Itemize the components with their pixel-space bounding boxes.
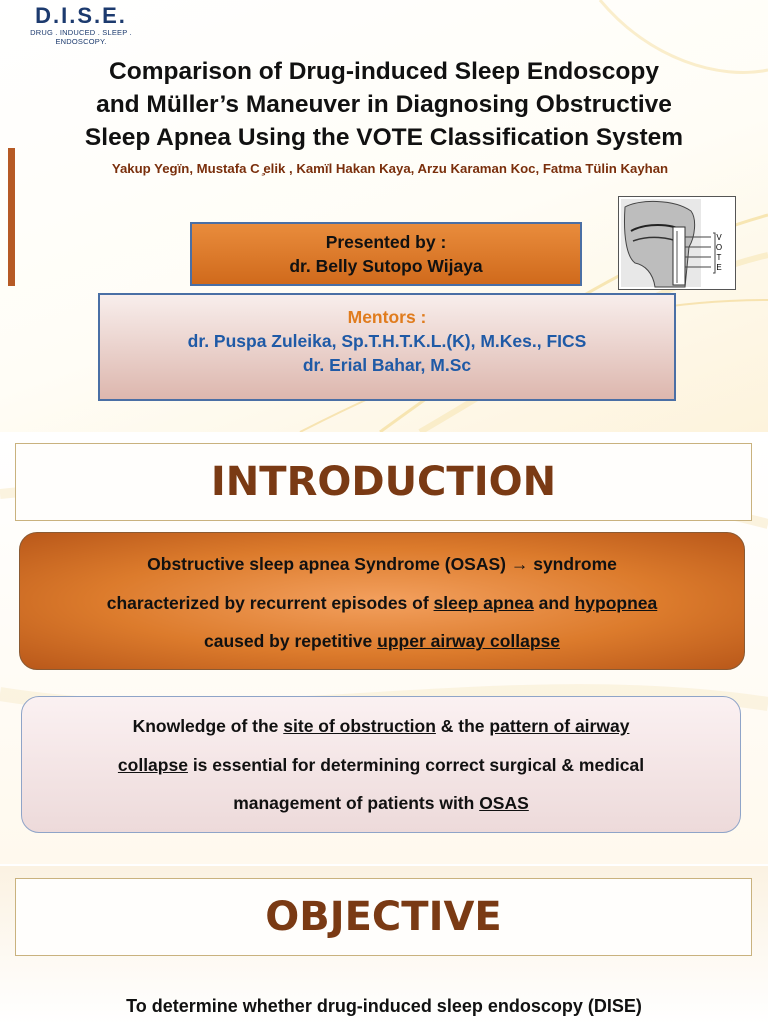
presented-label: Presented by : [325, 232, 447, 252]
mentors-box [98, 293, 676, 401]
title-line-3: Sleep Apnea Using the VOTE Classification System [84, 124, 684, 151]
knowledge-text: is essential for determining correct surgical & medical [187, 754, 645, 775]
term-osas: OSAS [479, 793, 529, 813]
mentors-label: Mentors : [347, 307, 427, 327]
definition-text: caused by repetitive [204, 631, 378, 651]
vote-letter-e: E [716, 263, 722, 272]
introduction-heading: INTRODUCTION [15, 443, 752, 521]
term-collapse: collapse [117, 754, 188, 775]
obstruction-knowledge-box [21, 696, 741, 833]
term-hypopnea: hypopnea [574, 592, 658, 613]
objective-heading: OBJECTIVE [15, 878, 752, 956]
paper-title [20, 55, 748, 154]
logo-sub-text: DRUG . INDUCED . SLEEP . ENDOSCOPY. [30, 28, 132, 46]
term-sleep-apnea: sleep apnea [433, 592, 534, 613]
vote-letter-t: T [716, 253, 722, 262]
definition-text: syndrome [528, 554, 617, 574]
definition-text: characterized by recurrent episodes of [106, 592, 434, 613]
title-line-1: Comparison of Drug-induced Sleep Endoscopy [109, 58, 659, 85]
logo-main-text: D.I.S.E. [35, 3, 127, 28]
author-list: Yakup Yegïn, Mustafa C ̧elik , Kamïl Hakan Kaya, Arzu Karaman Koc, Fatma Tülin Kayhan [111, 161, 669, 176]
definition-text: and [533, 592, 575, 613]
definition-text: Obstructive sleep apnea Syndrome (OSAS) [147, 554, 511, 574]
presenter-box [190, 222, 582, 286]
objective-slide [0, 866, 768, 1024]
mentor-name-1: dr. Puspa Zuleika, Sp.T.H.T.K.L.(K), M.Kes., FICS [187, 331, 587, 351]
vote-letter-o: O [715, 243, 723, 252]
knowledge-text: & the [435, 716, 490, 736]
term-upper-airway-collapse: upper airway collapse [377, 631, 560, 651]
arrow-right-icon: → [510, 554, 529, 574]
dise-logo [6, 3, 156, 46]
osas-definition-box [19, 532, 745, 670]
knowledge-text: Knowledge of the [132, 716, 284, 736]
title-slide [0, 0, 768, 432]
accent-bar [8, 148, 15, 286]
airway-anatomy-illustration [619, 197, 735, 289]
mentor-name-2: dr. Erial Bahar, M.Sc [302, 355, 472, 375]
introduction-slide [0, 434, 768, 864]
knowledge-text: management of patients with [233, 793, 480, 813]
objective-text: To determine whether drug-induced sleep endoscopy (DISE) [126, 996, 642, 1016]
title-line-2: and Müller’s Maneuver in Diagnosing Obstructive [96, 91, 672, 118]
presenter-name: dr. Belly Sutopo Wijaya [289, 256, 483, 276]
term-pattern-of-airway: pattern of airway [489, 716, 630, 736]
airway-diagram-image [618, 196, 736, 290]
vote-letter-v: V [716, 233, 722, 242]
term-site-of-obstruction: site of obstruction [283, 716, 436, 736]
